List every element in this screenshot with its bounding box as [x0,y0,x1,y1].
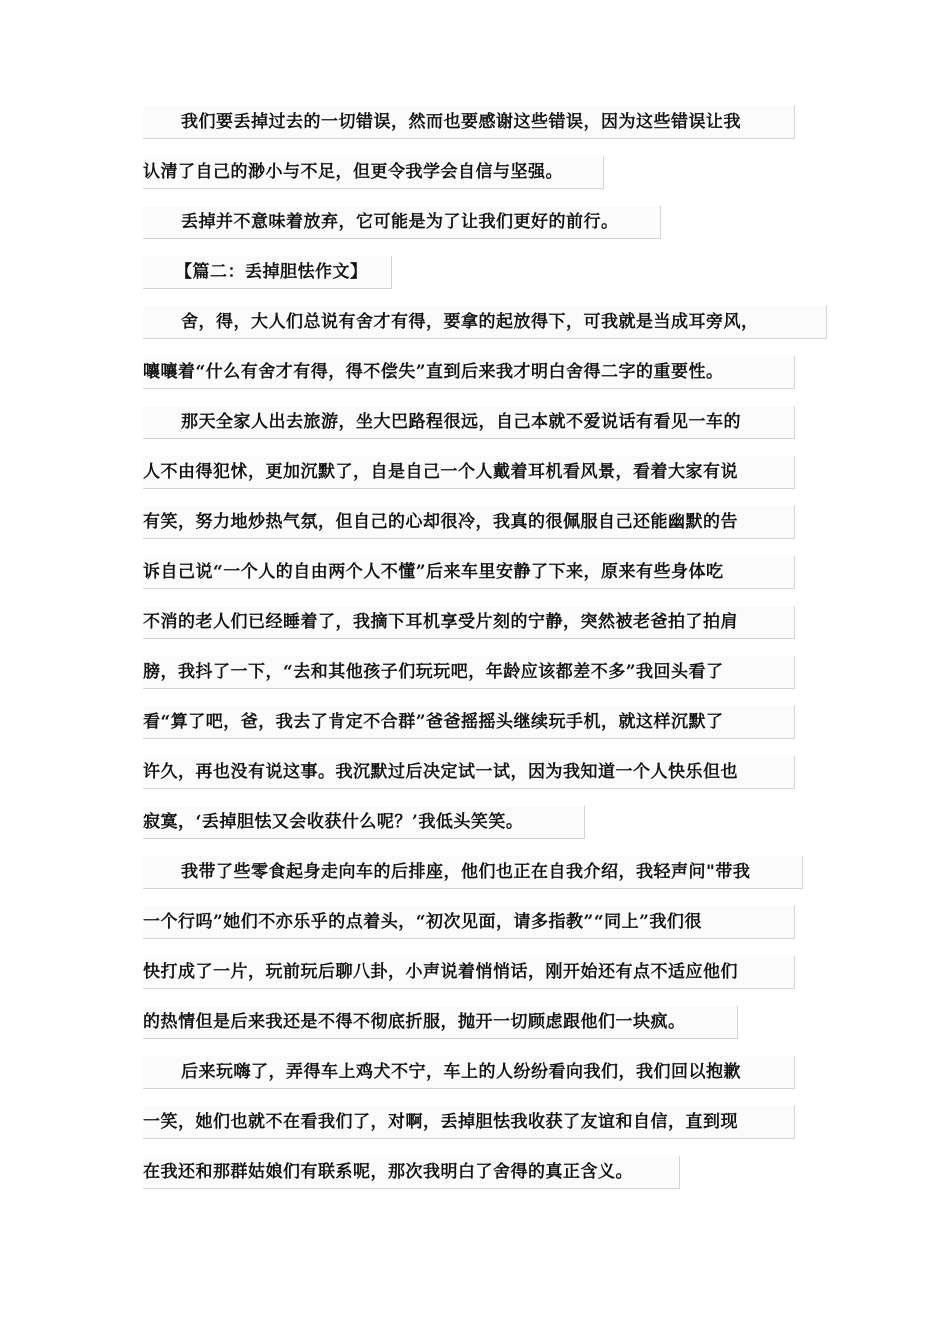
text-line-6: 嚷嚷着“什么有舍才有得，得不偿失”直到后来我才明白舍得二字的重要性。 [143,356,795,389]
text-line-8: 人不由得犯怵，更加沉默了，自是自己一个人戴着耳机看风景，看着大家有说 [143,456,795,489]
text-line-18: 快打成了一片，玩前玩后聊八卦，小声说着悄悄话，刚开始还有点不适应他们 [143,956,795,989]
text-line-11: 不消的老人们已经睡着了，我摘下耳机享受片刻的宁静，突然被老爸拍了拍肩 [143,606,795,639]
text-line-2: 认清了自己的渺小与不足，但更令我学会自信与坚强。 [143,156,604,189]
text-line-19: 的热情但是后来我还是不得不彻底折服，抛开一切顾虑跟他们一块疯。 [143,1006,738,1039]
text-line-21: 一笑，她们也就不在看我们了，对啊，丢掉胆怯我收获了友谊和自信，直到现 [143,1106,795,1139]
text-line-22: 在我还和那群姑娘们有联系呢，那次我明白了舍得的真正含义。 [143,1156,680,1189]
text-line-15: 寂寞，‘丢掉胆怯又会收获什么呢？’我低头笑笑。 [143,806,585,839]
text-line-7: 那天全家人出去旅游，坐大巴路程很远，自己本就不爱说话有看见一车的 [143,406,795,439]
text-line-9: 有笑，努力地炒热气氛，但自己的心却很冷，我真的很佩服自己还能幽默的告 [143,506,795,539]
text-line-13: 看“算了吧，爸，我去了肯定不合群”爸爸摇摇头继续玩手机，就这样沉默了 [143,706,795,739]
text-line-14: 许久，再也没有说这事。我沉默过后决定试一试，因为我知道一个人快乐但也 [143,756,795,789]
text-line-16: 我带了些零食起身走向车的后排座，他们也正在自我介绍，我轻声问"带我 [143,856,803,889]
text-line-12: 膀，我抖了一下，“去和其他孩子们玩玩吧，年龄应该都差不多”我回头看了 [143,656,795,689]
text-line-10: 诉自己说“一个人的自由两个人不懂”后来车里安静了下来，原来有些身体吃 [143,556,795,589]
text-line-1: 我们要丢掉过去的一切错误，然而也要感谢这些错误，因为这些错误让我 [143,106,795,139]
text-line-17: 一个行吗”她们不亦乐乎的点着头，“初次见面，请多指教”“同上”我们很 [143,906,795,939]
text-line-3: 丢掉并不意味着放弃，它可能是为了让我们更好的前行。 [143,206,661,239]
text-line-5: 舍，得，大人们总说有舍才有得，要拿的起放得下，可我就是当成耳旁风， [143,306,827,339]
text-line-20: 后来玩嗨了，弄得车上鸡犬不宁，车上的人纷纷看向我们，我们回以抱歉 [143,1056,795,1089]
section-heading: 【篇二：丢掉胆怯作文】 [143,256,392,289]
